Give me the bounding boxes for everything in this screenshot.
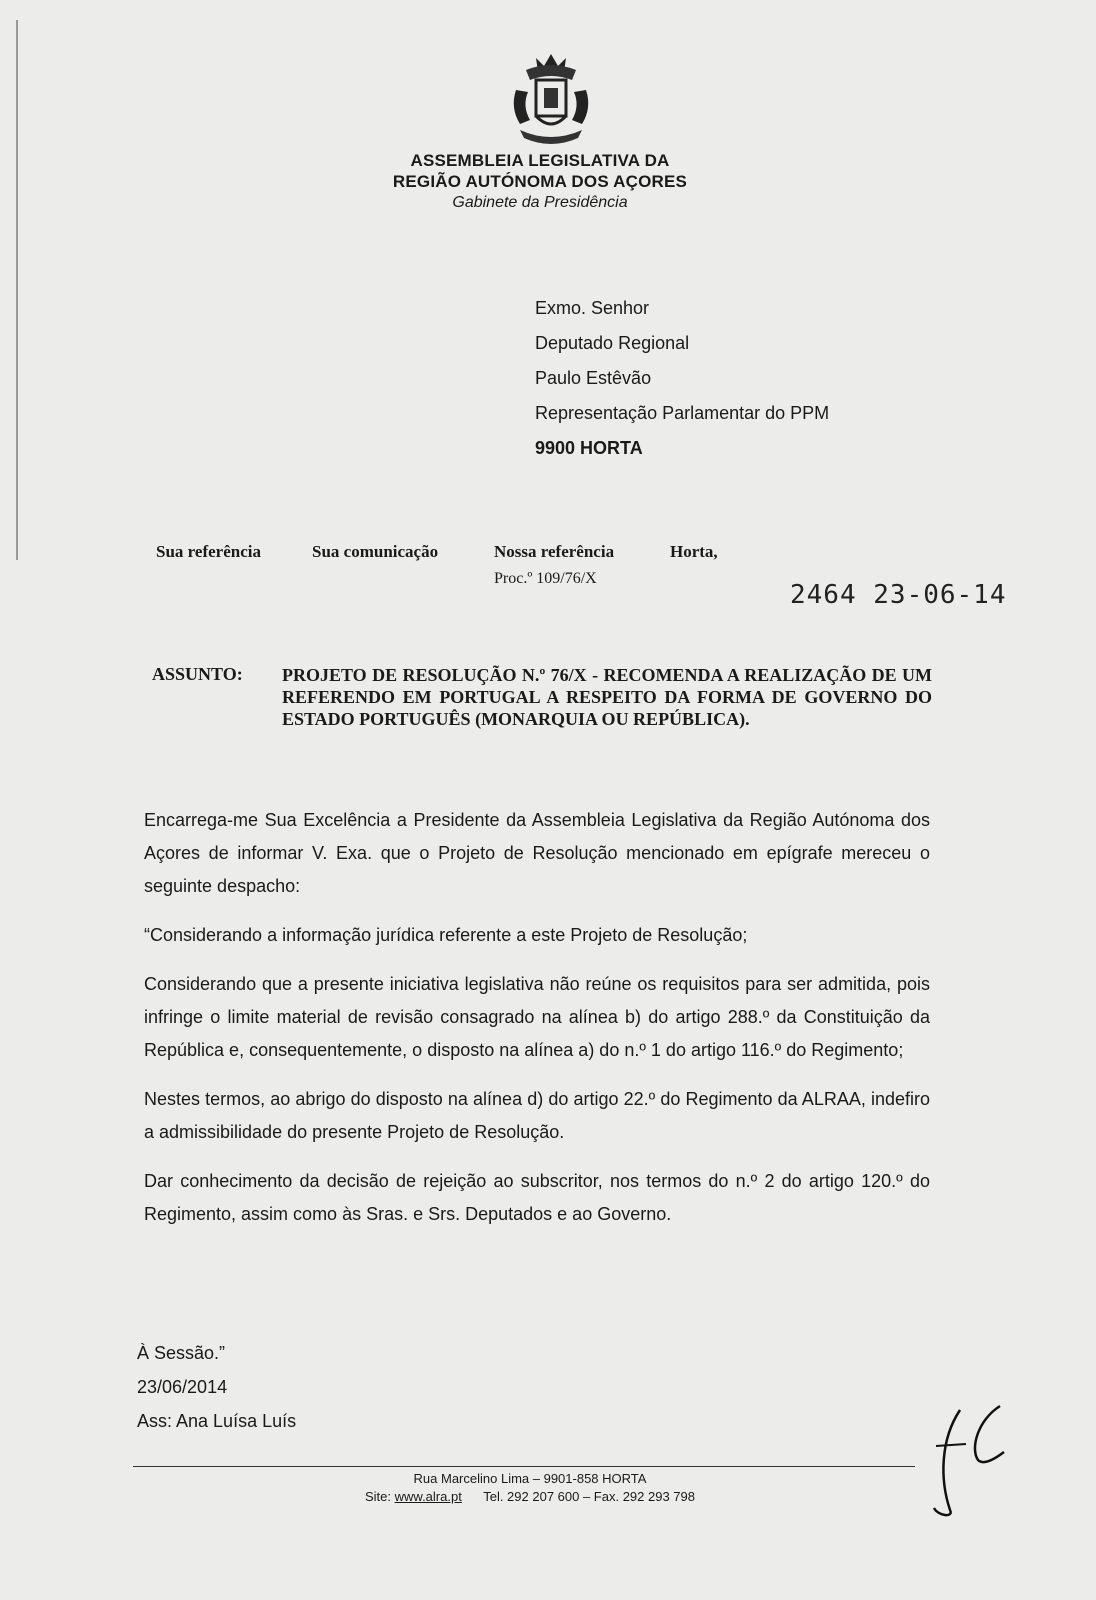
addressee-line: Representação Parlamentar do PPM bbox=[535, 403, 830, 423]
body-paragraph: “Considerando a informação jurídica referente a este Projeto de Resolução; bbox=[144, 925, 748, 945]
institution-name-line1: ASSEMBLEIA LEGISLATIVA DA bbox=[410, 151, 670, 170]
footer-divider bbox=[133, 1466, 915, 1467]
nossa-referencia-value: Proc.º 109/76/X bbox=[494, 570, 597, 587]
body-paragraph: Encarrega-me Sua Excelência a Presidente da Assembleia Legislativa da Região Autónoma dos Açores de informar V. Exa. que o Projeto de Resolução mencionado em epígrafe mereceu o seguinte despacho: bbox=[144, 810, 930, 896]
place-label: Horta, bbox=[670, 542, 718, 561]
handwritten-initials bbox=[930, 1400, 1010, 1520]
addressee-block bbox=[535, 296, 829, 471]
nossa-referencia-label: Nossa referência bbox=[494, 542, 615, 561]
footer-contacts: Tel. 292 207 600 – Fax. 292 293 798 bbox=[483, 1489, 695, 1504]
registry-stamp: 2464 23-06-14 bbox=[790, 580, 1007, 610]
body-paragraph: Nestes termos, ao abrigo do disposto na alínea d) do artigo 22.º do Regimento da ALRAA, indefiro a admissibilidade do presente Projeto de Resolução. bbox=[144, 1089, 930, 1142]
addressee-city: 9900 HORTA bbox=[535, 438, 643, 458]
coat-of-arms-emblem bbox=[506, 50, 596, 150]
addressee-line: Paulo Estêvão bbox=[535, 368, 652, 388]
subject-label: ASSUNTO: bbox=[152, 664, 243, 684]
footer-site-label: Site: bbox=[364, 1489, 391, 1504]
footer-site-link[interactable]: www.alra.pt bbox=[394, 1489, 462, 1504]
sua-comunicacao-label: Sua comunicação bbox=[312, 542, 439, 561]
closing-line: À Sessão.” bbox=[137, 1343, 226, 1363]
footer-address: Rua Marcelino Lima – 9901-858 HORTA bbox=[413, 1471, 647, 1486]
closing-signature: Ass: Ana Luísa Luís bbox=[137, 1411, 297, 1431]
closing-date: 23/06/2014 bbox=[137, 1377, 228, 1397]
footer bbox=[300, 1470, 760, 1506]
institution-header bbox=[370, 150, 710, 213]
body-paragraph: Considerando que a presente iniciativa legislativa não reúne os requisitos para ser admitida, pois infringe o limite material de revisão consagrado na alínea b) do artigo 288.º da Constituição da República e, consequentemente, o disposto na alínea a) do n.º 1 do artigo 116.º do Regimento; bbox=[144, 974, 930, 1060]
letter-body bbox=[144, 804, 930, 1247]
institution-name-line2: REGIÃO AUTÓNOMA DOS AÇORES bbox=[392, 172, 688, 191]
subject-text: PROJETO DE RESOLUÇÃO N.º 76/X - RECOMENDA A REALIZAÇÃO DE UM REFERENDO EM PORTUGAL A RESPEITO DA FORMA DE GOVERNO DO ESTADO PORTUGUÊS (MONARQUIA OU REPÚBLICA). bbox=[282, 665, 932, 729]
addressee-line: Deputado Regional bbox=[535, 333, 690, 353]
addressee-line: Exmo. Senhor bbox=[535, 298, 650, 318]
body-paragraph: Dar conhecimento da decisão de rejeição ao subscritor, nos termos do n.º 2 do artigo 120.º do Regimento, assim como às Sras. e Srs. Deputados e ao Governo. bbox=[144, 1171, 930, 1224]
office-name: Gabinete da Presidência bbox=[452, 194, 628, 211]
sua-referencia-label: Sua referência bbox=[156, 542, 261, 561]
closing-block bbox=[137, 1336, 296, 1438]
footer-contact-line bbox=[300, 1488, 760, 1506]
scan-edge-line bbox=[16, 20, 18, 560]
